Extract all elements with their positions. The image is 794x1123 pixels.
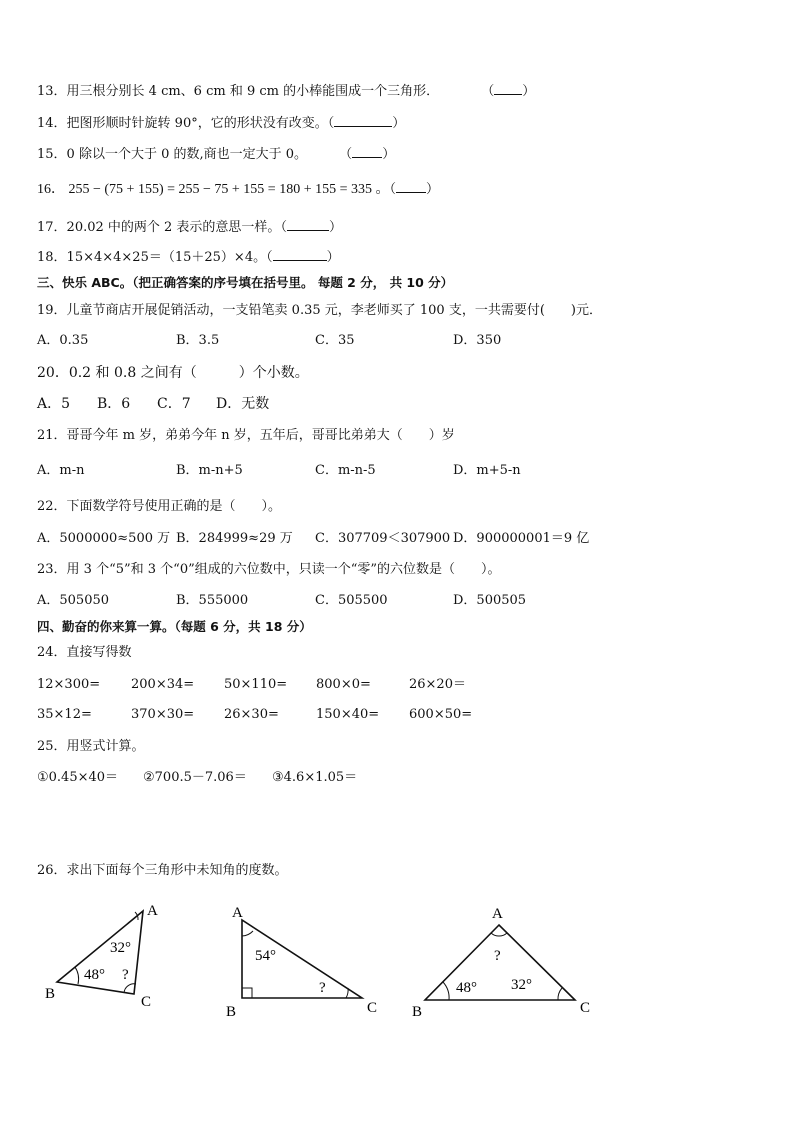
answer-blank-17[interactable]: （ ） [280, 220, 342, 235]
q23-option-b[interactable]: B．555000 [176, 593, 249, 608]
section-3-heading: 三、快乐 ABC。（把正确答案的序号填在括号里。 每题 2 分， 共 10 分） [37, 275, 454, 290]
question-15 [37, 145, 395, 164]
angle-c-label: 32° [511, 977, 532, 993]
q22-option-a[interactable]: A．5000000≈500 万 [37, 531, 171, 546]
answer-blank-18[interactable]: （ ） [266, 250, 340, 265]
question-13-text: 13．用三根分别长 4 cm、6 cm 和 9 cm 的小棒能围成一个三角形． [37, 84, 440, 99]
q20-option-a[interactable]: A．5 [37, 396, 71, 412]
vertex-c-label: C [367, 1000, 378, 1016]
vertex-b-label: B [226, 1004, 237, 1020]
q20-option-b[interactable]: B．6 [97, 396, 131, 412]
question-19-text: 19．儿童节商店开展促销活动，一支铅笔卖 0.35 元，李老师买了 100 支，一共需要付( )元． [37, 303, 602, 318]
question-14 [37, 114, 405, 133]
angle-a-label: 32° [110, 940, 131, 956]
q23-option-c[interactable]: C．505500 [315, 593, 388, 608]
question-21-text: 21．哥哥今年 m 岁，弟弟今年 n 岁，五年后，哥哥比弟弟大（ ）岁 [37, 428, 455, 443]
q19-option-a[interactable]: A．0.35 [37, 333, 89, 348]
answer-blank-16[interactable]: （ ） [389, 182, 440, 197]
section-4-heading: 四、勤奋的你来算一算。（每题 6 分，共 18 分） [37, 619, 312, 634]
question-22-text: 22．下面数学符号使用正确的是（ ）。 [37, 499, 282, 514]
question-16 [37, 180, 439, 199]
q25-item-2: ②700.5－7.06＝ [143, 770, 247, 785]
q25-item-1: ①0.45×40＝ [37, 770, 119, 785]
angle-b-label: 48° [456, 980, 477, 996]
q23-option-d[interactable]: D．500505 [453, 593, 527, 608]
q24-item: 150×40= [316, 707, 380, 722]
vertex-a-label: A [232, 905, 243, 921]
vertex-c-label: C [141, 994, 152, 1010]
angle-b-label: 48° [84, 967, 105, 983]
answer-blank-15[interactable]: （ ） [339, 147, 396, 162]
question-24-text: 24．直接写得数 [37, 645, 132, 660]
q19-option-c[interactable]: C．35 [315, 333, 355, 348]
question-25-text: 25．用竖式计算。 [37, 739, 145, 754]
q24-item: 26×30= [224, 707, 279, 722]
angle-arc [443, 982, 449, 1000]
q23-option-a[interactable]: A．505050 [37, 593, 110, 608]
question-20-text: 20．0.2 和 0.8 之间有（ ）个小数。 [37, 365, 309, 381]
question-14-text: 14．把图形顺时针旋转 90°，它的形状没有改变。 [37, 116, 328, 131]
q22-option-c[interactable]: C．307709＜307900 [315, 531, 451, 546]
unknown-angle-label: ? [319, 980, 326, 996]
vertex-a-label: A [147, 903, 158, 919]
unknown-angle-label: ? [494, 948, 501, 964]
question-15-text: 15．0 除以一个大于 0 的数,商也一定大于 0。 [37, 147, 308, 162]
q24-item: 200×34= [131, 677, 195, 692]
question-17 [37, 218, 342, 237]
q20-option-d[interactable]: D．无数 [216, 396, 270, 412]
question-13 [37, 82, 535, 101]
question-23-text: 23．用 3 个“5”和 3 个“0”组成的六位数中，只读一个“零”的六位数是（ ）。 [37, 562, 501, 577]
q22-option-b[interactable]: B．284999≈29 万 [176, 531, 293, 546]
angle-arc [242, 931, 253, 936]
q24-item: 12×300= [37, 677, 101, 692]
answer-blank-13[interactable]: （ ） [481, 84, 536, 99]
right-angle-mark [242, 988, 252, 998]
question-18-text: 18．15×4×4×25＝（15＋25）×4。 [37, 250, 267, 265]
triangle-1-figure [40, 895, 170, 1015]
angle-a-label: 54° [255, 948, 276, 964]
vertex-c-label: C [580, 1000, 591, 1016]
angle-arc [558, 988, 562, 1000]
question-16-text: 16． 255 − (75 + 155) = 255 − 75 + 155 = 180 + 155 = 335 。 [37, 182, 390, 197]
unknown-angle-label: ? [122, 967, 129, 983]
q24-item: 600×50= [409, 707, 473, 722]
q24-item: 50×110= [224, 677, 288, 692]
q24-item: 35×12= [37, 707, 92, 722]
q21-option-d[interactable]: D．m+5-n [453, 463, 521, 478]
q21-option-a[interactable]: A．m-n [37, 463, 85, 478]
vertex-b-label: B [45, 986, 56, 1002]
question-18 [37, 248, 340, 267]
q21-option-c[interactable]: C．m-n-5 [315, 463, 376, 478]
triangle-3-figure [408, 900, 603, 1020]
angle-arc [75, 967, 79, 984]
answer-blank-14[interactable]: （ ） [327, 116, 406, 131]
q24-item: 26×20＝ [409, 677, 466, 692]
angle-arc [346, 988, 348, 998]
q22-option-d[interactable]: D．900000001＝9 亿 [453, 531, 590, 546]
q20-option-c[interactable]: C．7 [157, 396, 191, 412]
q21-option-b[interactable]: B．m-n+5 [176, 463, 243, 478]
q19-option-b[interactable]: B．3.5 [176, 333, 220, 348]
q24-item: 800×0= [316, 677, 371, 692]
q25-item-3: ③4.6×1.05＝ [272, 770, 358, 785]
angle-arc [491, 933, 507, 936]
q24-item: 370×30= [131, 707, 195, 722]
question-17-text: 17．20.02 中的两个 2 表示的意思一样。 [37, 220, 281, 235]
vertex-b-label: B [412, 1004, 423, 1020]
question-26-text: 26．求出下面每个三角形中未知角的度数。 [37, 863, 288, 878]
triangle-2-figure [222, 898, 387, 1023]
vertex-a-label: A [492, 906, 503, 922]
q19-option-d[interactable]: D．350 [453, 333, 502, 348]
